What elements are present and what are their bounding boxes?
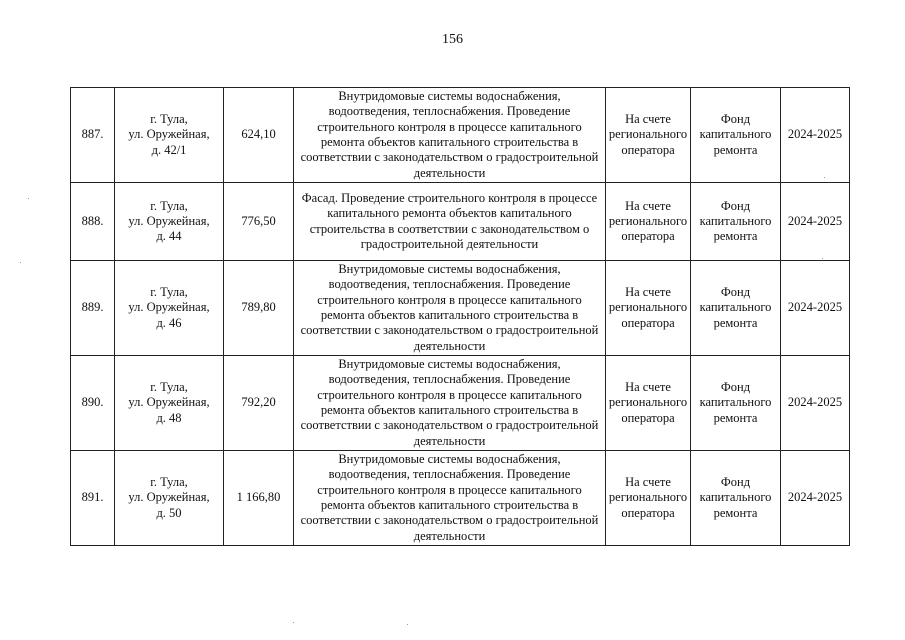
area-cell: 1 166,80 <box>224 451 294 546</box>
description-line: деятельности <box>413 528 486 543</box>
area-cell: 776,50 <box>224 183 294 261</box>
address-line: г. Тула, <box>150 198 188 213</box>
funding-source-cell <box>691 261 781 356</box>
account-line: регионального <box>608 213 688 228</box>
table-row <box>71 88 850 183</box>
fund-line: Фонд <box>720 198 751 213</box>
description-line: строительного контроля в процессе капитального <box>317 482 582 497</box>
row-number: 887. <box>71 88 115 183</box>
fund-line: ремонта <box>713 142 758 157</box>
account-line: На счете <box>625 475 671 490</box>
account-cell <box>606 356 691 451</box>
address-line: д. 46 <box>156 315 182 330</box>
funding-source-cell <box>691 451 781 546</box>
description-line: строительного контроля в процессе капитального <box>317 119 582 134</box>
account-line: регионального <box>608 490 688 505</box>
account-line: оператора <box>621 229 675 244</box>
area-cell: 624,10 <box>224 88 294 183</box>
description-line: водоотведения, теплоснабжения. Проведение <box>328 467 571 482</box>
description-line: водоотведения, теплоснабжения. Проведение <box>328 104 571 119</box>
address-cell <box>115 88 224 183</box>
fund-line: капитального <box>699 490 772 505</box>
fund-line: капитального <box>699 213 772 228</box>
address-line: д. 50 <box>156 505 182 520</box>
account-line: оператора <box>621 505 675 520</box>
row-number: 889. <box>71 261 115 356</box>
description-line: деятельности <box>413 338 486 353</box>
account-line: регионального <box>608 127 688 142</box>
account-line: На счете <box>625 285 671 300</box>
address-line: ул. Оружейная, <box>128 490 210 505</box>
description-line: деятельности <box>413 165 486 180</box>
table-row <box>71 261 850 356</box>
scan-speck <box>822 258 823 259</box>
fund-line: Фонд <box>720 380 751 395</box>
account-line: регионального <box>608 300 688 315</box>
funding-source-cell <box>691 183 781 261</box>
account-cell <box>606 261 691 356</box>
description-line: соответствии с законодательством о градостроительной <box>300 418 599 433</box>
description-line: градостроительной деятельности <box>360 236 539 251</box>
description-line: Внутридомовые системы водоснабжения, <box>338 262 561 277</box>
description-line: ремонта объектов капитального строительства в <box>320 135 579 149</box>
account-line: На счете <box>625 380 671 395</box>
address-line: ул. Оружейная, <box>128 213 210 228</box>
area-cell: 789,80 <box>224 261 294 356</box>
account-line: регионального <box>608 395 688 410</box>
description-line: Фасад. Проведение строительного контроля в процессе <box>301 190 598 205</box>
description-line: ремонта объектов капитального строительства в <box>320 498 579 512</box>
description-line: соответствии с законодательством о градостроительной <box>300 323 599 338</box>
fund-line: капитального <box>699 127 772 142</box>
fund-line: капитального <box>699 395 772 410</box>
description-line: ремонта объектов капитального строительства в <box>320 403 579 417</box>
account-line: оператора <box>621 142 675 157</box>
funding-source-cell <box>691 88 781 183</box>
period-cell: 2024-2025 <box>781 261 850 356</box>
address-cell <box>115 261 224 356</box>
address-line: ул. Оружейная, <box>128 127 210 142</box>
address-line: г. Тула, <box>150 285 188 300</box>
scan-speck <box>824 177 825 178</box>
period-cell: 2024-2025 <box>781 356 850 451</box>
row-number: 890. <box>71 356 115 451</box>
address-cell <box>115 356 224 451</box>
fund-line: капитального <box>699 300 772 315</box>
fund-line: Фонд <box>720 475 751 490</box>
address-line: ул. Оружейная, <box>128 300 210 315</box>
description-line: водоотведения, теплоснабжения. Проведение <box>328 372 571 387</box>
address-cell <box>115 451 224 546</box>
period-cell: 2024-2025 <box>781 451 850 546</box>
account-line: оператора <box>621 315 675 330</box>
description-line: ремонта объектов капитального строительства в <box>320 308 579 322</box>
account-line: На счете <box>625 112 671 127</box>
page-number: 156 <box>442 32 463 47</box>
fund-line: ремонта <box>713 229 758 244</box>
period-cell: 2024-2025 <box>781 183 850 261</box>
description-line: Внутридомовые системы водоснабжения, <box>338 89 561 104</box>
account-cell <box>606 451 691 546</box>
account-line: На счете <box>625 198 671 213</box>
work-description-cell <box>294 88 606 183</box>
description-line: капитального ремонта объектов капитального <box>327 206 572 221</box>
address-line: ул. Оружейная, <box>128 395 210 410</box>
fund-line: ремонта <box>713 315 758 330</box>
description-line: строительного контроля в процессе капитального <box>317 292 582 307</box>
address-line: г. Тула, <box>150 112 188 127</box>
table-row <box>71 183 850 261</box>
scan-speck <box>293 622 294 623</box>
work-description-cell <box>294 261 606 356</box>
scan-speck <box>28 198 29 199</box>
account-cell <box>606 88 691 183</box>
area-cell: 792,20 <box>224 356 294 451</box>
address-line: д. 44 <box>156 229 182 244</box>
address-line: д. 42/1 <box>151 142 187 157</box>
description-line: деятельности <box>413 433 486 448</box>
address-line: д. 48 <box>156 410 182 425</box>
description-line: водоотведения, теплоснабжения. Проведение <box>328 277 571 292</box>
scan-speck <box>20 262 21 263</box>
fund-line: Фонд <box>720 112 751 127</box>
description-line: Внутридомовые системы водоснабжения, <box>338 452 561 467</box>
funding-source-cell <box>691 356 781 451</box>
account-cell <box>606 183 691 261</box>
work-description-cell <box>294 356 606 451</box>
scan-speck <box>407 624 408 625</box>
works-table <box>70 87 850 546</box>
table-body <box>71 88 850 546</box>
description-line: строительства в соответствии с законодательством о <box>309 221 590 236</box>
fund-line: Фонд <box>720 285 751 300</box>
table-row <box>71 356 850 451</box>
row-number: 891. <box>71 451 115 546</box>
account-line: оператора <box>621 410 675 425</box>
work-description-cell <box>294 451 606 546</box>
description-line: соответствии с законодательством о градостроительной <box>300 513 599 528</box>
description-line: строительного контроля в процессе капитального <box>317 387 582 402</box>
work-description-cell <box>294 183 606 261</box>
description-line: Внутридомовые системы водоснабжения, <box>338 357 561 372</box>
row-number: 888. <box>71 183 115 261</box>
address-cell <box>115 183 224 261</box>
fund-line: ремонта <box>713 410 758 425</box>
address-line: г. Тула, <box>150 380 188 395</box>
fund-line: ремонта <box>713 505 758 520</box>
period-cell: 2024-2025 <box>781 88 850 183</box>
table-row <box>71 451 850 546</box>
address-line: г. Тула, <box>150 475 188 490</box>
description-line: соответствии с законодательством о градостроительной <box>300 150 599 165</box>
